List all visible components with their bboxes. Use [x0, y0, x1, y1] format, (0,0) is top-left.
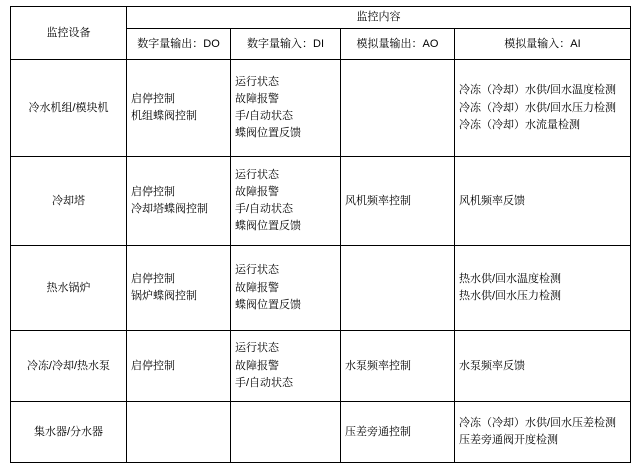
equipment-name: 冷水机组/模块机: [11, 60, 127, 157]
di-points: [231, 246, 341, 331]
do-point: 启停控制: [131, 186, 175, 198]
equipment-name: 热水锅炉: [11, 246, 127, 331]
di-points: [231, 60, 341, 157]
ai-points: [455, 331, 631, 402]
ai-points: [455, 246, 631, 331]
di-point: 蝶阀位置反馈: [235, 298, 301, 311]
ai-point: 冷冻（冷却）水供/回水压差检测: [459, 417, 617, 429]
ai-point: 风机频率反馈: [459, 194, 525, 207]
header-col-di: 数字量输入：DI: [231, 29, 341, 60]
ai-point: 热水供/回水温度检测: [459, 273, 562, 285]
table-header-row-1: [11, 7, 631, 29]
equipment-name: 集水器/分水器: [11, 402, 127, 463]
di-point: 手/自动状态: [235, 376, 294, 389]
header-col-ai: 模拟量输入：AI: [455, 29, 631, 60]
do-points: [127, 157, 231, 246]
do-points: [127, 331, 231, 402]
ao-points: [341, 246, 455, 331]
ai-point: 冷冻（冷却）水供/回水压力检测: [459, 101, 617, 114]
do-points: [127, 246, 231, 331]
table-row: [11, 157, 631, 246]
ao-point: 压差旁通控制: [345, 425, 411, 438]
di-points: [231, 331, 341, 402]
di-point: 故障报警: [235, 186, 279, 198]
di-point: 运行状态: [235, 75, 279, 88]
di-point: 运行状态: [235, 342, 279, 355]
di-points: [231, 157, 341, 246]
do-points: [127, 60, 231, 157]
ai-point: 水泵频率反馈: [459, 359, 525, 372]
do-point: 启停控制: [131, 93, 175, 105]
di-point: 蝶阀位置反馈: [235, 220, 301, 233]
ao-points: [341, 60, 455, 157]
header-equipment: 监控设备: [11, 7, 127, 60]
table-row: [11, 60, 631, 157]
do-point: 冷却塔蝶阀控制: [131, 203, 208, 216]
di-points: [231, 402, 341, 463]
di-point: 故障报警: [235, 93, 279, 105]
ai-point: 热水供/回水压力检测: [459, 290, 562, 303]
do-point: 锅炉蝶阀控制: [131, 290, 197, 303]
do-point: 启停控制: [131, 359, 175, 372]
equipment-name: 冷冻/冷却/热水泵: [11, 331, 127, 402]
ai-points: [455, 402, 631, 463]
header-content: 监控内容: [127, 7, 631, 29]
ai-point: 冷冻（冷却）水供/回水温度检测: [459, 84, 617, 97]
table-row: [11, 331, 631, 402]
do-point: 启停控制: [131, 273, 175, 285]
ai-point: 冷冻（冷却）水流量检测: [459, 118, 580, 131]
ai-points: [455, 60, 631, 157]
di-point: 故障报警: [235, 281, 279, 294]
document-page: [0, 6, 640, 450]
do-point: 机组蝶阀控制: [131, 110, 197, 123]
equipment-name: 冷却塔: [11, 157, 127, 246]
ao-point: 水泵频率控制: [345, 359, 411, 372]
di-point: 手/自动状态: [235, 110, 294, 123]
di-point: 运行状态: [235, 168, 279, 181]
ao-points: [341, 157, 455, 246]
ao-point: 风机频率控制: [345, 194, 411, 207]
ai-points: [455, 157, 631, 246]
ao-points: [341, 331, 455, 402]
monitoring-points-table: [10, 6, 631, 463]
di-point: 手/自动状态: [235, 203, 294, 216]
ao-points: [341, 402, 455, 463]
di-point: 运行状态: [235, 264, 279, 277]
do-points: [127, 402, 231, 463]
header-col-ao: 模拟量输出：AO: [341, 29, 455, 60]
table-row: [11, 402, 631, 463]
di-point: 蝶阀位置反馈: [235, 127, 301, 140]
table-row: [11, 246, 631, 331]
header-col-do: 数字量输出：DO: [127, 29, 231, 60]
ai-point: 压差旁通阀开度检测: [459, 434, 558, 447]
di-point: 故障报警: [235, 359, 279, 372]
